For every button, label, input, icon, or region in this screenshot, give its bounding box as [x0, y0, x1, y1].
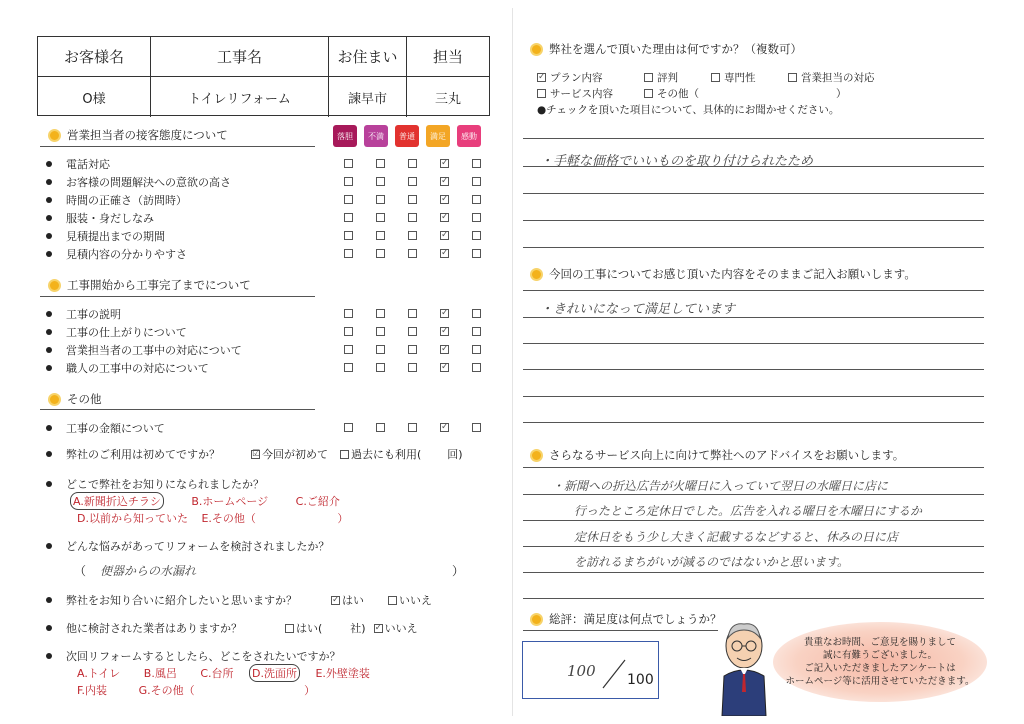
rating-checkbox[interactable]: [472, 159, 481, 168]
know-option-c[interactable]: C.ご紹介: [295, 495, 340, 508]
header-staff: 担当: [407, 37, 489, 77]
rating-label-5: 感動: [457, 125, 481, 147]
rating-checkbox[interactable]: [408, 231, 417, 240]
checkbox-service[interactable]: [537, 89, 546, 98]
checkbox-used-before[interactable]: [340, 450, 349, 459]
rating-checkbox[interactable]: ✓: [441, 176, 449, 186]
next-options-row2: F.内装 G.その他（ ）: [77, 684, 316, 697]
bullet: [46, 543, 52, 549]
rating-row: [46, 325, 187, 339]
rating-item-label: 職人の工事中の対応について: [66, 362, 209, 375]
rating-row: [46, 229, 165, 243]
answer-line: [523, 369, 984, 370]
bullet: [46, 215, 52, 221]
rating-checkbox[interactable]: [472, 213, 481, 222]
section-title-impression: 今回の工事についてお感じ頂いた内容をそのままご記入お願いします。: [530, 266, 916, 282]
question-next-reform: 次回リフォームするとしたら、どこをされたいですか？: [46, 649, 340, 663]
answer-line: [523, 598, 984, 599]
rating-checkbox[interactable]: [472, 195, 481, 204]
bullet: [46, 597, 52, 603]
answer-line: [523, 546, 984, 547]
rating-checkbox[interactable]: [376, 213, 385, 222]
rating-checkbox[interactable]: ✓: [441, 194, 449, 204]
rating-row: [46, 157, 110, 171]
rating-row: [46, 193, 187, 207]
rating-row: [46, 421, 165, 435]
rating-checkbox[interactable]: [408, 327, 417, 336]
question-how-know: どこで弊社をお知りになられましたか？: [46, 477, 264, 491]
section-title-reason: 弊社を選んで頂いた理由は何ですか？（複数可）: [530, 41, 802, 57]
rating-checkbox[interactable]: [344, 363, 353, 372]
section-title-advice: さらなるサービス向上に向けて弊社へのアドバイスをお願いします。: [530, 447, 904, 463]
value-work: トイレリフォーム: [151, 77, 329, 117]
rating-checkbox[interactable]: [344, 195, 353, 204]
next-option-g[interactable]: G.その他（: [138, 684, 195, 697]
rating-checkboxes: [344, 195, 481, 204]
rating-item-label: 服装・身だしなみ: [66, 212, 154, 225]
page-divider: [512, 8, 513, 716]
rating-checkbox[interactable]: [472, 231, 481, 240]
section-underline: [40, 146, 315, 147]
rating-item-label: 見積内容の分かりやすさ: [66, 248, 187, 261]
bullet: [46, 311, 52, 317]
bullet: [46, 179, 52, 185]
question-introduce: 弊社をお知り合いに紹介したいと思いますか？ ✓ はい いいえ: [46, 593, 432, 607]
rating-checkbox[interactable]: [408, 345, 417, 354]
next-option-b[interactable]: B.風呂: [143, 667, 177, 680]
next-option-f[interactable]: F.内装: [77, 684, 108, 697]
rating-checkbox[interactable]: [344, 327, 353, 336]
next-option-c[interactable]: C.台所: [200, 667, 234, 680]
flower-icon: [530, 43, 543, 56]
rating-checkboxes: [344, 159, 481, 168]
rating-checkboxes: [344, 345, 481, 354]
flower-icon: [530, 268, 543, 281]
rating-checkbox[interactable]: [376, 231, 385, 240]
checkbox-expertise[interactable]: [711, 73, 720, 82]
header-residence: お住まい: [329, 37, 407, 77]
rating-checkbox[interactable]: [344, 345, 353, 354]
know-option-b[interactable]: B.ホームページ: [191, 495, 269, 508]
rating-label-1: 落胆: [333, 125, 357, 147]
rating-checkbox[interactable]: ✓: [441, 158, 449, 168]
checkbox-plan[interactable]: ✓: [538, 72, 546, 82]
rating-item-label: 時間の正確さ（訪問時）: [66, 194, 187, 207]
checkbox-other-yes[interactable]: [285, 624, 294, 633]
bullet: [46, 347, 52, 353]
know-option-e[interactable]: E.その他（: [201, 512, 256, 525]
score-given: 100: [567, 662, 596, 680]
checkbox-reputation[interactable]: [644, 73, 653, 82]
checkbox-staff-response[interactable]: [788, 73, 797, 82]
advice-line-3: 定休日をもう少し大きく記載するなどすると、休みの日に店: [574, 530, 899, 544]
know-options-row1: [70, 492, 340, 510]
rating-item-label: 工事の説明: [66, 308, 121, 321]
bullet: [46, 233, 52, 239]
bullet: [46, 251, 52, 257]
rating-checkbox[interactable]: ✓: [441, 248, 449, 258]
rating-checkbox[interactable]: [344, 249, 353, 258]
section-underline: [40, 409, 315, 410]
rating-checkbox[interactable]: [408, 423, 417, 432]
question-other-vendors: 他に検討された業者はありますか？ はい( 社) ✓ いいえ: [46, 621, 418, 635]
rating-label-4: 満足: [426, 125, 450, 147]
reason-note: ●チェックを頂いた項目について、具体的にお聞かせください。: [537, 104, 840, 116]
rating-checkbox[interactable]: [408, 159, 417, 168]
bullet: [46, 425, 52, 431]
rating-checkbox[interactable]: ✓: [441, 212, 449, 222]
rating-checkboxes: [344, 423, 481, 432]
answer-line: [523, 494, 984, 495]
rating-row: [46, 343, 242, 357]
worry-answer: 便器からの水漏れ: [100, 564, 197, 578]
rating-checkbox[interactable]: ✓: [441, 422, 449, 432]
mascot-illustration: [716, 616, 772, 716]
rating-item-label: 営業担当者の工事中の対応について: [66, 344, 242, 357]
rating-checkbox[interactable]: ✓: [441, 326, 449, 336]
rating-label-2: 不満: [364, 125, 388, 147]
checkbox-other-no[interactable]: ✓: [374, 622, 383, 633]
reason-answer: ・手軽な価格でいいものを取り付けられたため: [540, 154, 814, 169]
header-work: 工事名: [151, 37, 329, 77]
rating-item-label: 見積提出までの期間: [66, 230, 165, 243]
header-customer: お客様名: [38, 37, 151, 77]
rating-row: [46, 307, 121, 321]
value-customer: O様: [38, 77, 151, 117]
rating-checkbox[interactable]: [344, 309, 353, 318]
rating-label-3: 普通: [395, 125, 419, 147]
rating-checkbox[interactable]: [376, 327, 385, 336]
section-underline: [40, 296, 315, 297]
rating-checkbox[interactable]: [376, 363, 385, 372]
score-box: [522, 641, 659, 699]
section-title-other: その他: [48, 391, 102, 407]
rating-checkbox[interactable]: [408, 363, 417, 372]
rating-checkbox[interactable]: [344, 159, 353, 168]
rating-header: [333, 125, 481, 147]
advice-line-1: ・新聞への折込広告が火曜日に入っていて翌日の水曜日に店に: [552, 479, 889, 493]
answer-line: [523, 520, 984, 521]
rating-checkbox[interactable]: [376, 249, 385, 258]
rating-checkbox[interactable]: [472, 177, 481, 186]
rating-checkbox[interactable]: ✓: [441, 362, 449, 372]
rating-checkbox[interactable]: [472, 363, 481, 372]
bullet: [46, 625, 52, 631]
rating-checkbox[interactable]: [408, 177, 417, 186]
know-option-d[interactable]: D.以前から知っていた: [77, 512, 188, 525]
value-staff: 三丸: [434, 91, 461, 107]
flower-icon: [48, 393, 61, 406]
question-worry: どんな悩みがあってリフォームを検討されましたか？: [46, 539, 329, 553]
rating-checkbox[interactable]: [408, 309, 417, 318]
answer-line: [523, 220, 984, 221]
rating-row: [46, 247, 187, 261]
rating-checkbox[interactable]: [376, 309, 385, 318]
know-option-a[interactable]: A.新聞折込チラシ: [70, 492, 164, 510]
rating-checkbox[interactable]: [344, 423, 353, 432]
bullet: [46, 329, 52, 335]
rating-checkbox[interactable]: [376, 177, 385, 186]
flower-icon: [48, 279, 61, 292]
worry-answer-row: （ 便器からの水漏れ ）: [74, 564, 464, 578]
rating-checkboxes: [344, 177, 481, 186]
answer-line: [523, 138, 984, 139]
bullet: [46, 451, 52, 457]
rating-checkbox[interactable]: [408, 195, 417, 204]
answer-line: [523, 247, 984, 248]
rating-checkboxes: [344, 249, 481, 258]
checkbox-first-time[interactable]: ☑: [252, 448, 261, 459]
answer-line: [523, 317, 984, 318]
rating-row: [46, 175, 231, 189]
rating-checkbox[interactable]: [472, 423, 481, 432]
rating-checkbox[interactable]: [376, 423, 385, 432]
rating-checkbox[interactable]: [472, 249, 481, 258]
rating-checkbox[interactable]: [408, 249, 417, 258]
rating-item-label: 電話対応: [66, 158, 110, 171]
answer-line: [523, 290, 984, 291]
score-max: 100: [627, 672, 654, 688]
bullet: [46, 197, 52, 203]
rating-checkbox[interactable]: ✓: [441, 230, 449, 240]
know-options-row2: D.以前から知っていた E.その他（ ）: [77, 512, 349, 525]
flower-icon: [48, 129, 61, 142]
rating-checkbox[interactable]: [376, 345, 385, 354]
answer-line: [523, 343, 984, 344]
answer-line: [523, 467, 984, 468]
flower-icon: [530, 449, 543, 462]
customer-table: [37, 36, 490, 116]
bullet: [46, 653, 52, 659]
next-options-row1: [77, 664, 370, 682]
rating-item-label: お客様の問題解決への意欲の高さ: [66, 176, 231, 189]
rating-row: [46, 361, 209, 375]
rating-checkbox[interactable]: [408, 213, 417, 222]
answer-line: [523, 572, 984, 573]
rating-checkbox[interactable]: [376, 159, 385, 168]
rating-checkbox[interactable]: ✓: [441, 308, 449, 318]
checkbox-introduce-yes[interactable]: ✓: [332, 594, 340, 605]
next-option-a[interactable]: A.トイレ: [77, 667, 121, 680]
rating-item-label: 工事の仕上がりについて: [66, 326, 187, 339]
answer-line: [523, 396, 984, 397]
section-title-service: 営業担当者の接客態度について: [48, 127, 228, 143]
rating-checkbox[interactable]: [344, 231, 353, 240]
bullet: [46, 161, 52, 167]
rating-checkbox[interactable]: [472, 345, 481, 354]
advice-line-2: 行ったところ定休日でした。広告を入れる曜日を木曜日にするか: [574, 504, 923, 518]
section-title-construction: 工事開始から工事完了までについて: [48, 277, 251, 293]
advice-line-4: を訪れるまちがいが減るのではないかと思います。: [574, 555, 850, 569]
impression-answer: ・きれいになって満足しています: [540, 302, 736, 317]
next-option-e[interactable]: E.外壁塗装: [315, 667, 370, 680]
answer-line: [523, 422, 984, 423]
section-underline: [523, 630, 718, 631]
next-option-d[interactable]: D.洗面所: [249, 664, 300, 682]
rating-checkboxes: [344, 309, 481, 318]
rating-checkbox[interactable]: [472, 309, 481, 318]
flower-icon: [530, 613, 543, 626]
rating-checkbox[interactable]: ✓: [441, 344, 449, 354]
rating-row: [46, 211, 154, 225]
reason-options: ✓ プラン内容 評判 専門性 営業担当の対応 サービス内容 その他（ ） ●チェックを頂いた項目について、具体的にお聞かせください。: [537, 72, 875, 116]
checkbox-other[interactable]: [644, 89, 653, 98]
question-first-use: 弊社のご利用は初めてですか？ ☑ 今回が初めて 過去にも利用( 回): [46, 447, 463, 461]
slash-icon: [599, 658, 629, 690]
bullet: [46, 365, 52, 371]
thanks-message: 貴重なお時間、ご意見を賜りまして 誠に有難うございました。 ご記入いただきましたアンケートは ホームページ等に活用させていただきます。: [773, 622, 987, 702]
rating-checkbox[interactable]: [376, 195, 385, 204]
rating-checkboxes: [344, 363, 481, 372]
rating-item-label: 工事の金額について: [66, 422, 165, 435]
answer-line: [523, 193, 984, 194]
rating-checkbox[interactable]: [344, 177, 353, 186]
rating-checkbox[interactable]: [472, 327, 481, 336]
rating-checkboxes: [344, 327, 481, 336]
value-residence: 諫早市: [329, 77, 407, 117]
checkbox-introduce-no[interactable]: [388, 596, 397, 605]
rating-checkboxes: [344, 231, 481, 240]
rating-checkbox[interactable]: [344, 213, 353, 222]
rating-checkboxes: [344, 213, 481, 222]
bullet: [46, 481, 52, 487]
section-title-score: 総評：満足度は何点でしょうか？: [530, 611, 722, 627]
